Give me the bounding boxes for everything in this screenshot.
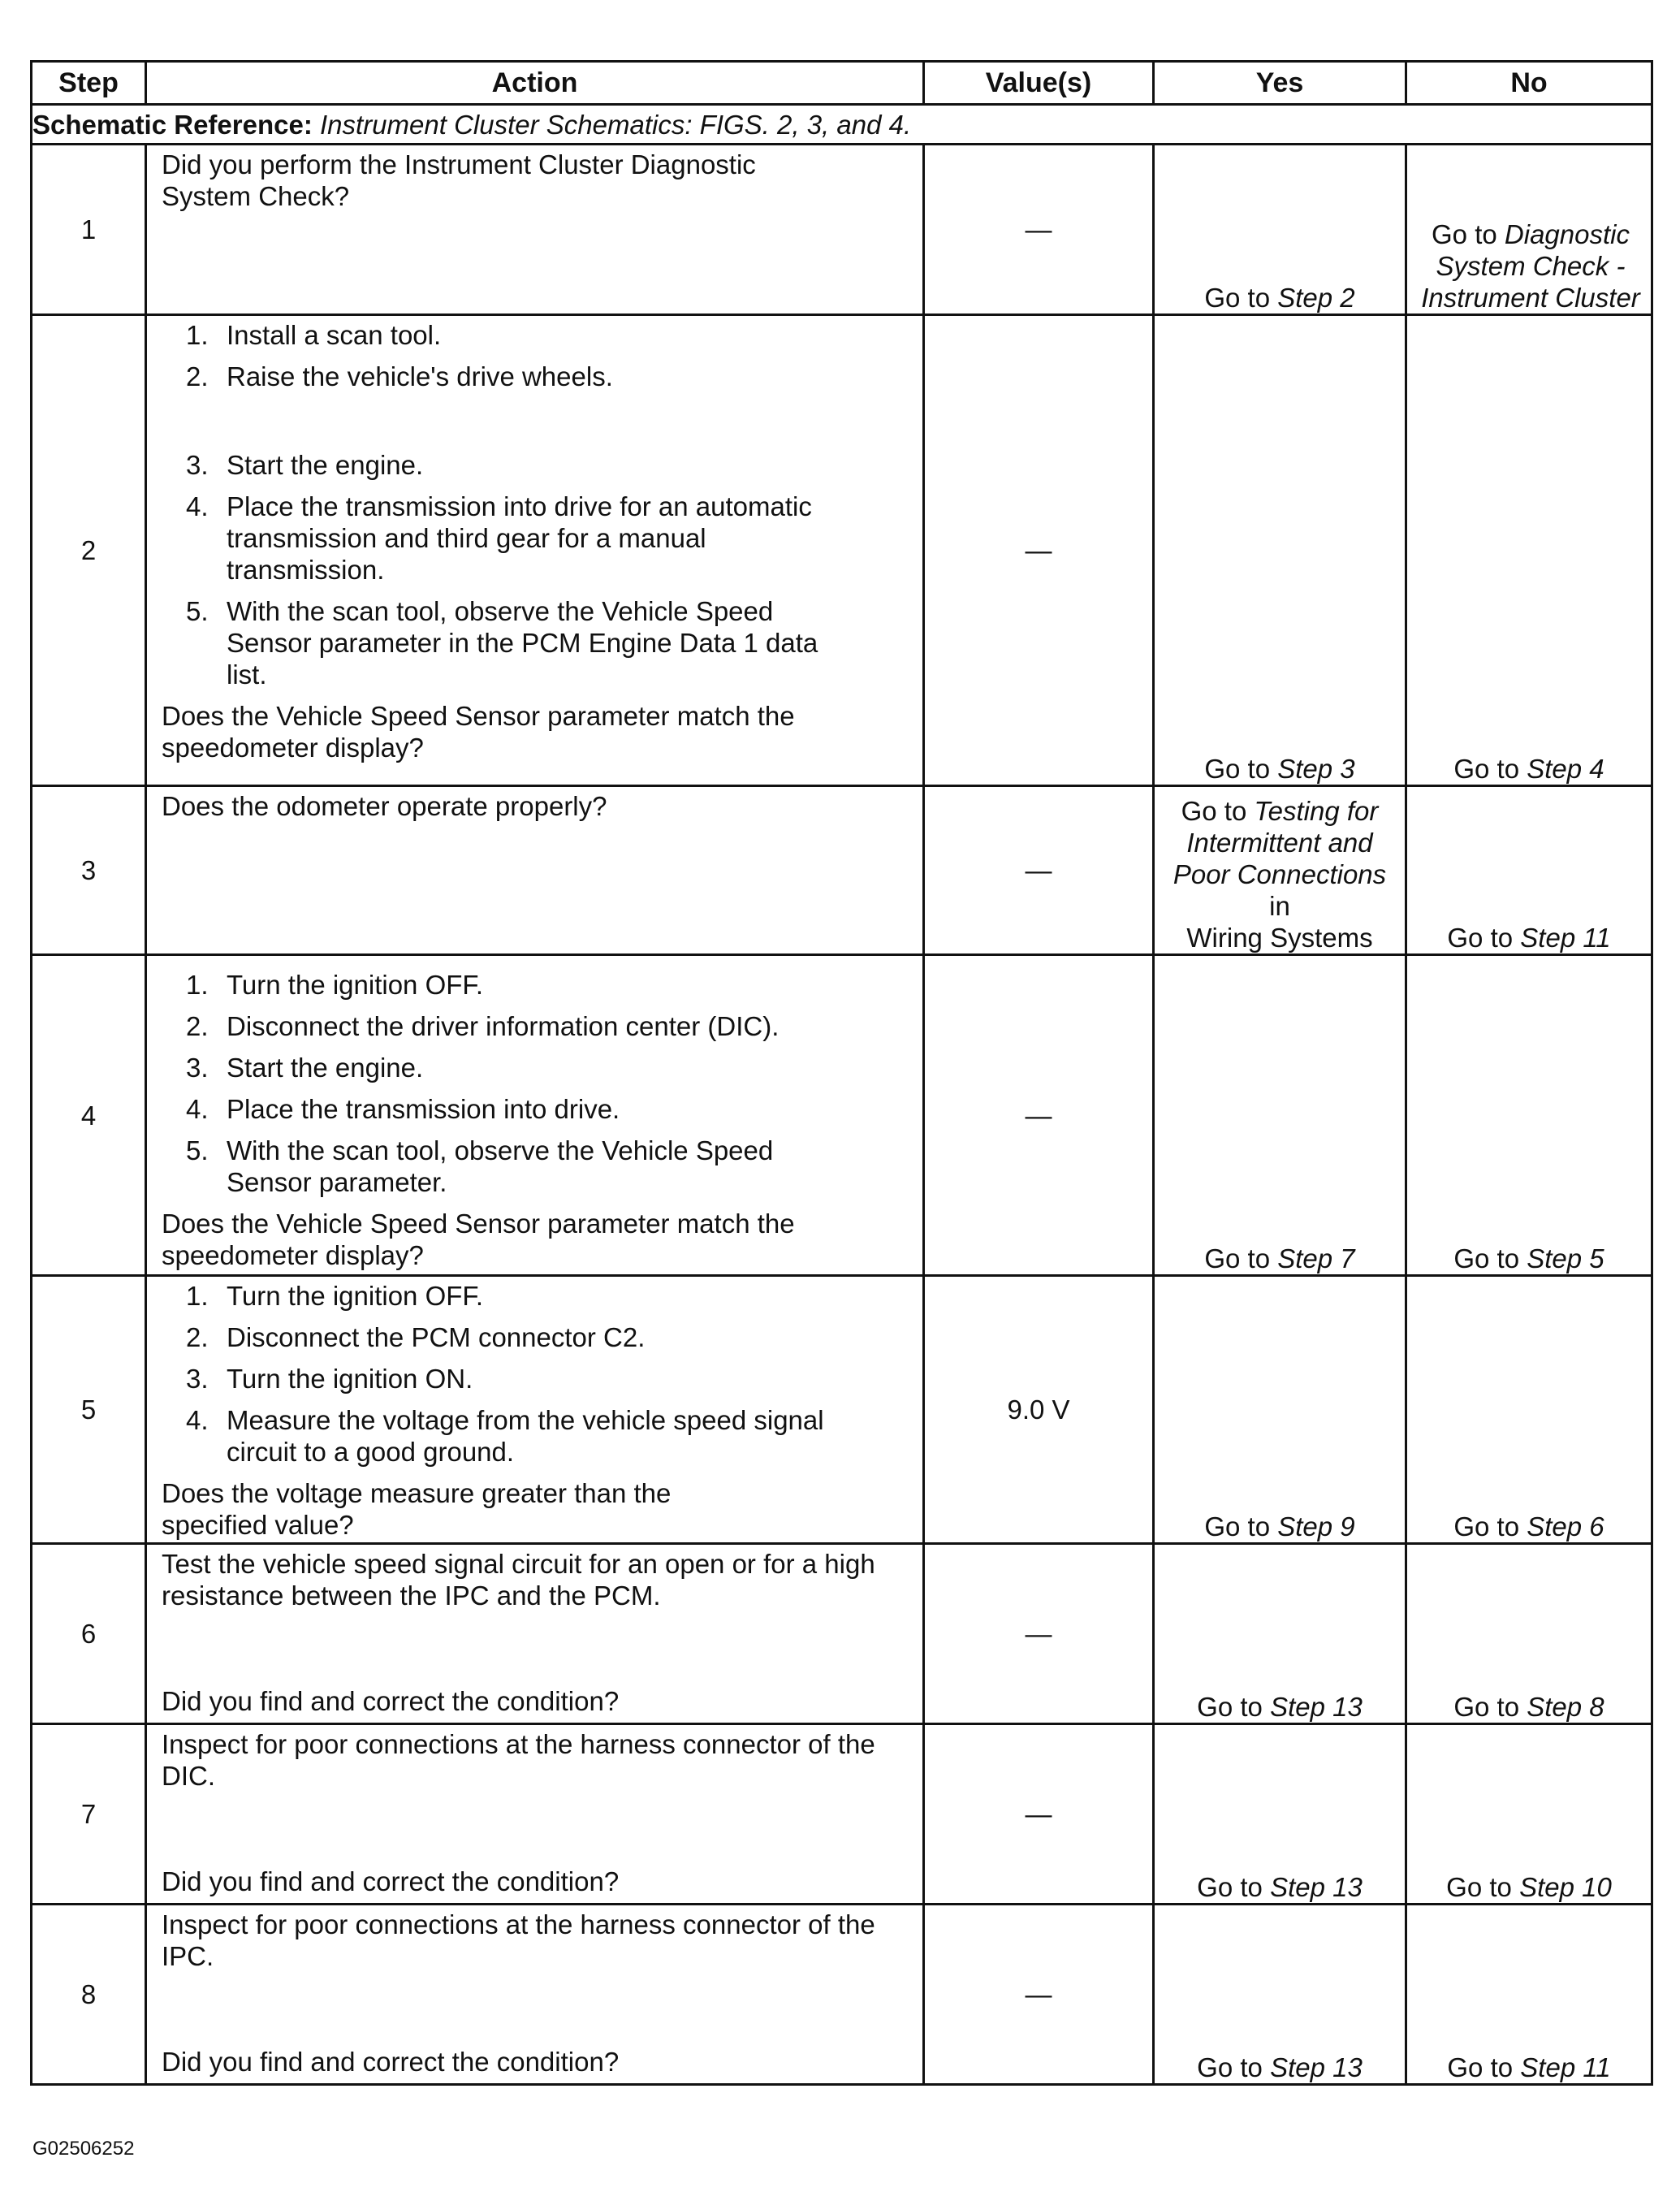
header-step: Step bbox=[32, 62, 146, 105]
header-values: Value(s) bbox=[924, 62, 1154, 105]
action-question: Does the Vehicle Speed Sensor parameter match the speedometer display? bbox=[162, 701, 795, 763]
action-cell bbox=[146, 1905, 924, 2085]
action-step-item: 3. Start the engine. bbox=[186, 450, 424, 480]
no-cell bbox=[1406, 1905, 1652, 2085]
yes-prefix: Go to bbox=[1181, 796, 1255, 826]
schematic-reference bbox=[32, 105, 1652, 145]
value-cell: — bbox=[924, 955, 1154, 1276]
action-cell bbox=[146, 786, 924, 955]
action-step-item: 2. Raise the vehicle's drive wheels. bbox=[186, 361, 613, 391]
yes-cell bbox=[1154, 1724, 1406, 1905]
no-cell bbox=[1406, 1544, 1652, 1724]
no-prefix: Go to bbox=[1453, 1243, 1527, 1273]
action-step-item: 2. Disconnect the driver information center (DIC). bbox=[186, 1011, 780, 1041]
value-cell: — bbox=[924, 1544, 1154, 1724]
action-steps bbox=[162, 969, 906, 1198]
no-link: Step 10 bbox=[1519, 1872, 1612, 1902]
value-cell: — bbox=[924, 786, 1154, 955]
diagnostic-table bbox=[30, 60, 1653, 2086]
action-steps bbox=[162, 1280, 906, 1468]
no-cell bbox=[1406, 145, 1652, 315]
yes-suffix: Wiring Systems bbox=[1186, 923, 1373, 953]
header-row bbox=[32, 62, 1652, 105]
action-text: Inspect for poor connections at the harness connector of the DIC. bbox=[162, 1729, 875, 1791]
yes-prefix: Go to bbox=[1204, 283, 1278, 313]
no-prefix: Go to bbox=[1446, 1872, 1520, 1902]
schematic-reference-text: Instrument Cluster Schematics: FIGS. 2, 3, and 4. bbox=[320, 109, 912, 140]
step-number: 8 bbox=[32, 1905, 146, 2085]
header-no: No bbox=[1406, 62, 1652, 105]
action-cell bbox=[146, 1724, 924, 1905]
yes-prefix: Go to bbox=[1204, 1511, 1278, 1542]
yes-link: Step 13 bbox=[1270, 2052, 1363, 2082]
action-cell bbox=[146, 315, 924, 786]
action-cell bbox=[146, 1544, 924, 1724]
yes-cell bbox=[1154, 786, 1406, 955]
no-prefix: Go to bbox=[1453, 754, 1527, 784]
action-step-item: 1. Turn the ignition OFF. bbox=[186, 1281, 484, 1311]
yes-link: Step 3 bbox=[1277, 754, 1355, 784]
action-question: Did you find and correct the condition? bbox=[162, 1686, 620, 1716]
table-row bbox=[32, 1724, 1652, 1905]
action-question: Does the Vehicle Speed Sensor parameter match the speedometer display? bbox=[162, 1209, 795, 1270]
no-prefix: Go to bbox=[1447, 923, 1521, 953]
action-text: Did you perform the Instrument Cluster Diagnostic System Check? bbox=[162, 149, 756, 211]
no-link: Step 4 bbox=[1527, 754, 1604, 784]
action-step-item: 1. Install a scan tool. bbox=[186, 320, 442, 350]
yes-link: Step 7 bbox=[1277, 1243, 1355, 1273]
header-yes: Yes bbox=[1154, 62, 1406, 105]
action-step-item: 3. Start the engine. bbox=[186, 1053, 424, 1083]
action-cell bbox=[146, 145, 924, 315]
yes-cell bbox=[1154, 1276, 1406, 1544]
no-cell bbox=[1406, 1276, 1652, 1544]
step-number: 2 bbox=[32, 315, 146, 786]
no-link: Step 11 bbox=[1520, 2052, 1611, 2082]
step-number: 7 bbox=[32, 1724, 146, 1905]
diagnostic-sheet bbox=[30, 60, 1651, 2086]
step-number: 1 bbox=[32, 145, 146, 315]
yes-cell bbox=[1154, 315, 1406, 786]
action-steps bbox=[162, 319, 906, 690]
action-step-item: 2. Disconnect the PCM connector C2. bbox=[186, 1322, 646, 1352]
yes-cell bbox=[1154, 1544, 1406, 1724]
value-cell: — bbox=[924, 1905, 1154, 2085]
yes-link: Testing for Intermittent and Poor Connections bbox=[1173, 796, 1387, 889]
no-cell bbox=[1406, 315, 1652, 786]
schematic-reference-row bbox=[32, 105, 1652, 145]
action-step-item: 4. Measure the voltage from the vehicle speed signal circuit to a good ground. bbox=[186, 1405, 824, 1467]
step-number: 3 bbox=[32, 786, 146, 955]
yes-cell bbox=[1154, 145, 1406, 315]
table-row bbox=[32, 1276, 1652, 1544]
step-number: 5 bbox=[32, 1276, 146, 1544]
action-cell bbox=[146, 1276, 924, 1544]
no-link: Diagnostic System Check - Instrument Cluster bbox=[1421, 219, 1640, 313]
action-text: Test the vehicle speed signal circuit for an open or for a high resistance between the IPC and the PCM. bbox=[162, 1549, 875, 1611]
no-link: Step 6 bbox=[1527, 1511, 1604, 1542]
yes-cell bbox=[1154, 1905, 1406, 2085]
schematic-reference-label: Schematic Reference: bbox=[32, 109, 313, 140]
no-prefix: Go to bbox=[1447, 2052, 1521, 2082]
action-cell bbox=[146, 955, 924, 1276]
value-cell: — bbox=[924, 315, 1154, 786]
yes-link: Step 13 bbox=[1270, 1872, 1363, 1902]
action-step-item: 4. Place the transmission into drive for an automatic transmission and third gear for a manual transmission. bbox=[186, 491, 812, 585]
action-question: Did you find and correct the condition? bbox=[162, 1866, 620, 1896]
yes-link: Step 13 bbox=[1270, 1692, 1363, 1722]
action-text: Does the odometer operate properly? bbox=[162, 791, 607, 821]
table-row bbox=[32, 315, 1652, 786]
table-row bbox=[32, 955, 1652, 1276]
table-row bbox=[32, 1905, 1652, 2085]
value-cell: — bbox=[924, 1724, 1154, 1905]
no-cell bbox=[1406, 1724, 1652, 1905]
action-question: Does the voltage measure greater than the specified value? bbox=[162, 1478, 672, 1540]
yes-link: Step 9 bbox=[1277, 1511, 1355, 1542]
table-row bbox=[32, 786, 1652, 955]
action-step-item: 5. With the scan tool, observe the Vehicle Speed Sensor parameter. bbox=[186, 1135, 774, 1197]
no-cell bbox=[1406, 786, 1652, 955]
yes-prefix: Go to bbox=[1197, 1692, 1271, 1722]
yes-mid: in bbox=[1269, 891, 1290, 921]
action-text: Inspect for poor connections at the harness connector of the IPC. bbox=[162, 1909, 875, 1971]
value-cell: 9.0 V bbox=[924, 1276, 1154, 1544]
step-number: 4 bbox=[32, 955, 146, 1276]
no-cell bbox=[1406, 955, 1652, 1276]
table-row bbox=[32, 145, 1652, 315]
action-step-item: 5. With the scan tool, observe the Vehicle Speed Sensor parameter in the PCM Engine Data 1 data list. bbox=[186, 596, 818, 690]
value-cell: — bbox=[924, 145, 1154, 315]
yes-prefix: Go to bbox=[1204, 1243, 1278, 1273]
yes-prefix: Go to bbox=[1197, 1872, 1271, 1902]
no-prefix: Go to bbox=[1453, 1692, 1527, 1722]
step-number: 6 bbox=[32, 1544, 146, 1724]
figure-caption: G02506252 bbox=[32, 2138, 135, 2160]
yes-prefix: Go to bbox=[1204, 754, 1278, 784]
no-prefix: Go to bbox=[1453, 1511, 1527, 1542]
table-row bbox=[32, 1544, 1652, 1724]
yes-prefix: Go to bbox=[1197, 2052, 1271, 2082]
action-step-item: 4. Place the transmission into drive. bbox=[186, 1094, 620, 1124]
no-link: Step 8 bbox=[1527, 1692, 1604, 1722]
action-step-item: 1. Turn the ignition OFF. bbox=[186, 970, 484, 1000]
no-link: Step 5 bbox=[1527, 1243, 1604, 1273]
yes-cell bbox=[1154, 955, 1406, 1276]
action-question: Did you find and correct the condition? bbox=[162, 2047, 620, 2077]
no-prefix: Go to bbox=[1432, 219, 1505, 249]
yes-link: Step 2 bbox=[1277, 283, 1355, 313]
no-link: Step 11 bbox=[1520, 923, 1611, 953]
header-action: Action bbox=[146, 62, 924, 105]
action-step-item: 3. Turn the ignition ON. bbox=[186, 1364, 473, 1394]
